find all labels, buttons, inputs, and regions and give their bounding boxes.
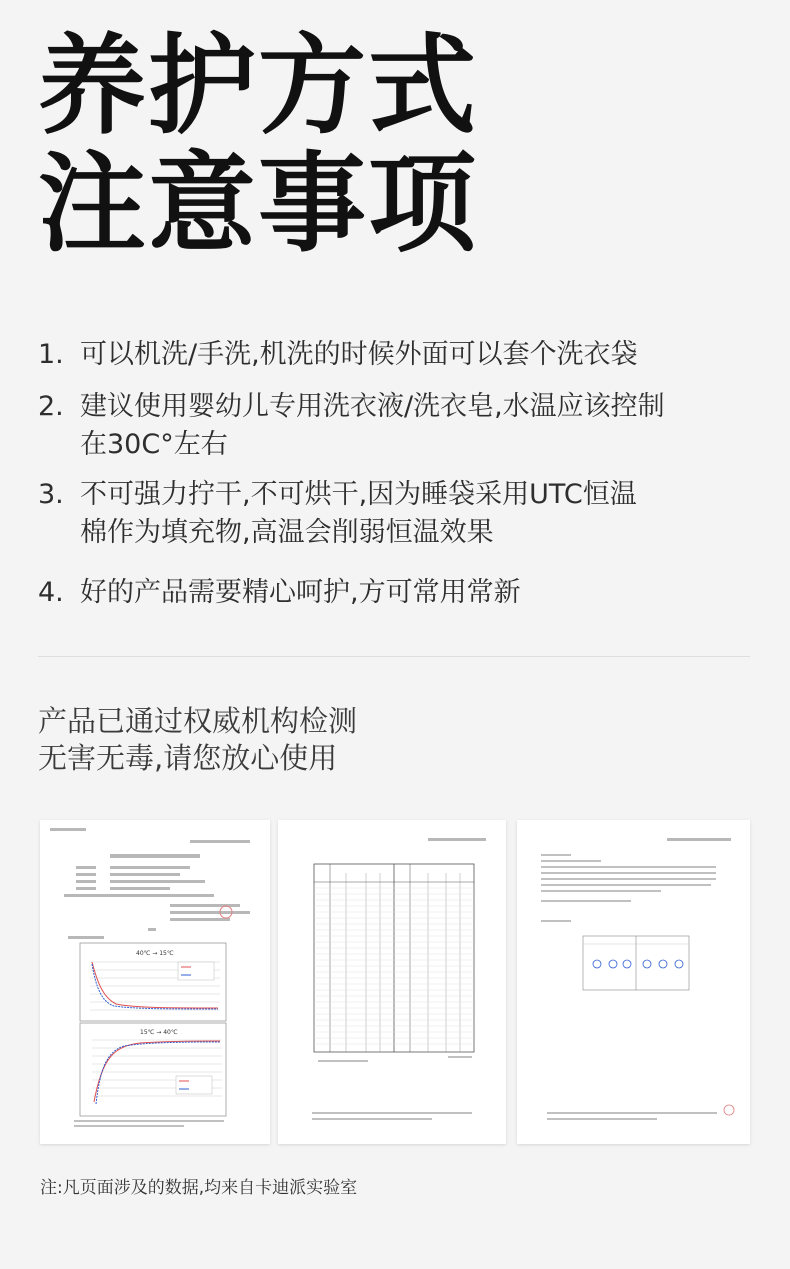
care-item-text-line: 棉作为填充物,高温会削弱恒温效果 bbox=[80, 517, 494, 548]
title-line-2: 注意事项 bbox=[38, 142, 479, 267]
title-line-1: 养护方式 bbox=[38, 24, 479, 149]
test-report-page-3 bbox=[517, 820, 750, 1144]
chart-title: 15℃ → 40℃ bbox=[140, 1029, 178, 1036]
care-item-text: 好的产品需要精心呵护,方可常用常新 bbox=[80, 577, 521, 608]
heating-curve-chart bbox=[80, 1023, 226, 1116]
test-report-page-2 bbox=[278, 820, 506, 1144]
care-item-number: 3. bbox=[38, 479, 64, 510]
care-item-text: 可以机洗/手洗,机洗的时候外面可以套个洗衣袋 bbox=[80, 339, 638, 370]
test-report-documents bbox=[40, 820, 752, 1144]
page-title bbox=[38, 24, 479, 267]
cooling-curve-chart bbox=[80, 943, 226, 1021]
care-item-text bbox=[80, 388, 665, 464]
data-source-footnote: 注:凡页面涉及的数据,均来自卡迪派实验室 bbox=[40, 1178, 358, 1198]
care-item-2 bbox=[38, 388, 665, 464]
section-divider bbox=[38, 656, 750, 657]
inspection-line-2: 无害无毒,请您放心使用 bbox=[38, 741, 338, 775]
chart-title: 40℃ → 15℃ bbox=[136, 950, 174, 957]
test-report-page-1 bbox=[40, 820, 270, 1144]
care-item-number: 4. bbox=[38, 577, 64, 608]
care-item-4 bbox=[38, 574, 521, 612]
measurement-table bbox=[314, 864, 474, 1052]
care-item-number: 2. bbox=[38, 391, 64, 422]
sample-photo-grid bbox=[583, 936, 689, 990]
care-item-1 bbox=[38, 336, 638, 374]
inspection-statement bbox=[38, 703, 357, 777]
care-item-3 bbox=[38, 476, 637, 552]
care-item-text bbox=[80, 476, 637, 552]
inspection-line-1: 产品已通过权威机构检测 bbox=[38, 704, 358, 738]
care-item-text-line: 不可强力拧干,不可烘干,因为睡袋采用UTC恒温 bbox=[80, 479, 637, 510]
care-item-text-line: 建议使用婴幼儿专用洗衣液/洗衣皂,水温应该控制 bbox=[80, 391, 665, 422]
care-item-number: 1. bbox=[38, 339, 64, 370]
care-item-text-line: 在30C°左右 bbox=[80, 429, 228, 460]
